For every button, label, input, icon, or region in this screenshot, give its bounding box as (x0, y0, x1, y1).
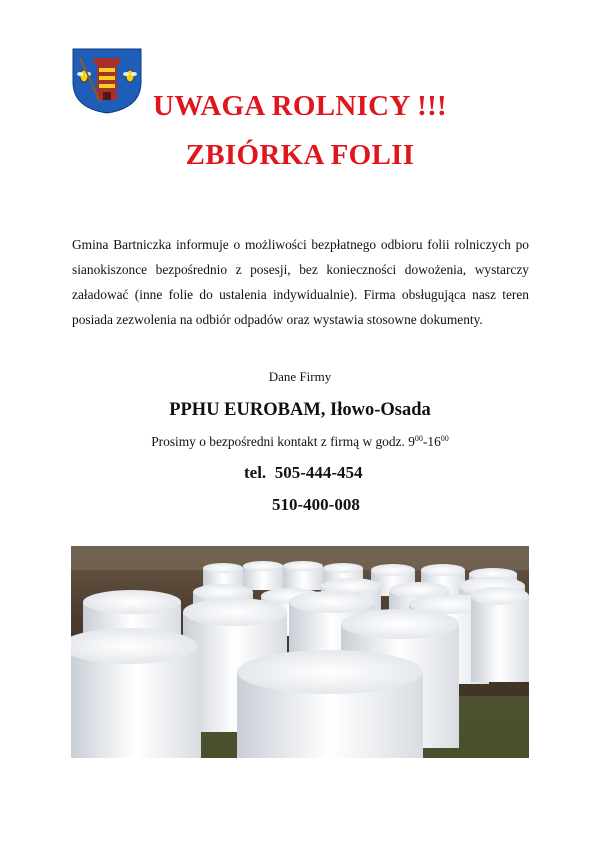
tel-label: tel. (244, 463, 267, 482)
contact-hours (0, 434, 600, 450)
hours-separator: - (422, 434, 428, 449)
hay-bales-photo (71, 546, 529, 758)
heading-line-2: ZBIÓRKA FOLII (185, 139, 415, 171)
hours-start: 9 (408, 434, 415, 449)
heading-line-1: UWAGA ROLNICY !!! (152, 90, 448, 122)
phone-line-1 (244, 463, 363, 483)
hours-end: 16 (427, 434, 441, 449)
contact-prefix: Prosimy o bezpośredni kontakt z firmą w godz. (151, 434, 409, 449)
hours-end-minutes: 00 (440, 434, 449, 443)
announcement-paragraph: Gmina Bartniczka informuje o możliwości bezpłatnego odbioru folii rolniczych po sianokiszonce bezpośrednio z posesji, bez konieczności dowożenia, wystarczy załadować (inne folie do ustalenia indywidualnie). Firma obsługująca nasz teren posiada zezwolenia na odbiór odpadów oraz wystawia stosowne dokumenty. (72, 237, 529, 327)
hours-start-minutes: 00 (414, 434, 423, 443)
phone-number-1: 505-444-454 (274, 463, 363, 482)
company-section-label: Dane Firmy (268, 369, 332, 384)
phone-number-2: 510-400-008 (272, 495, 360, 514)
company-name: PPHU EUROBAM, Iłowo-Osada (169, 400, 431, 420)
